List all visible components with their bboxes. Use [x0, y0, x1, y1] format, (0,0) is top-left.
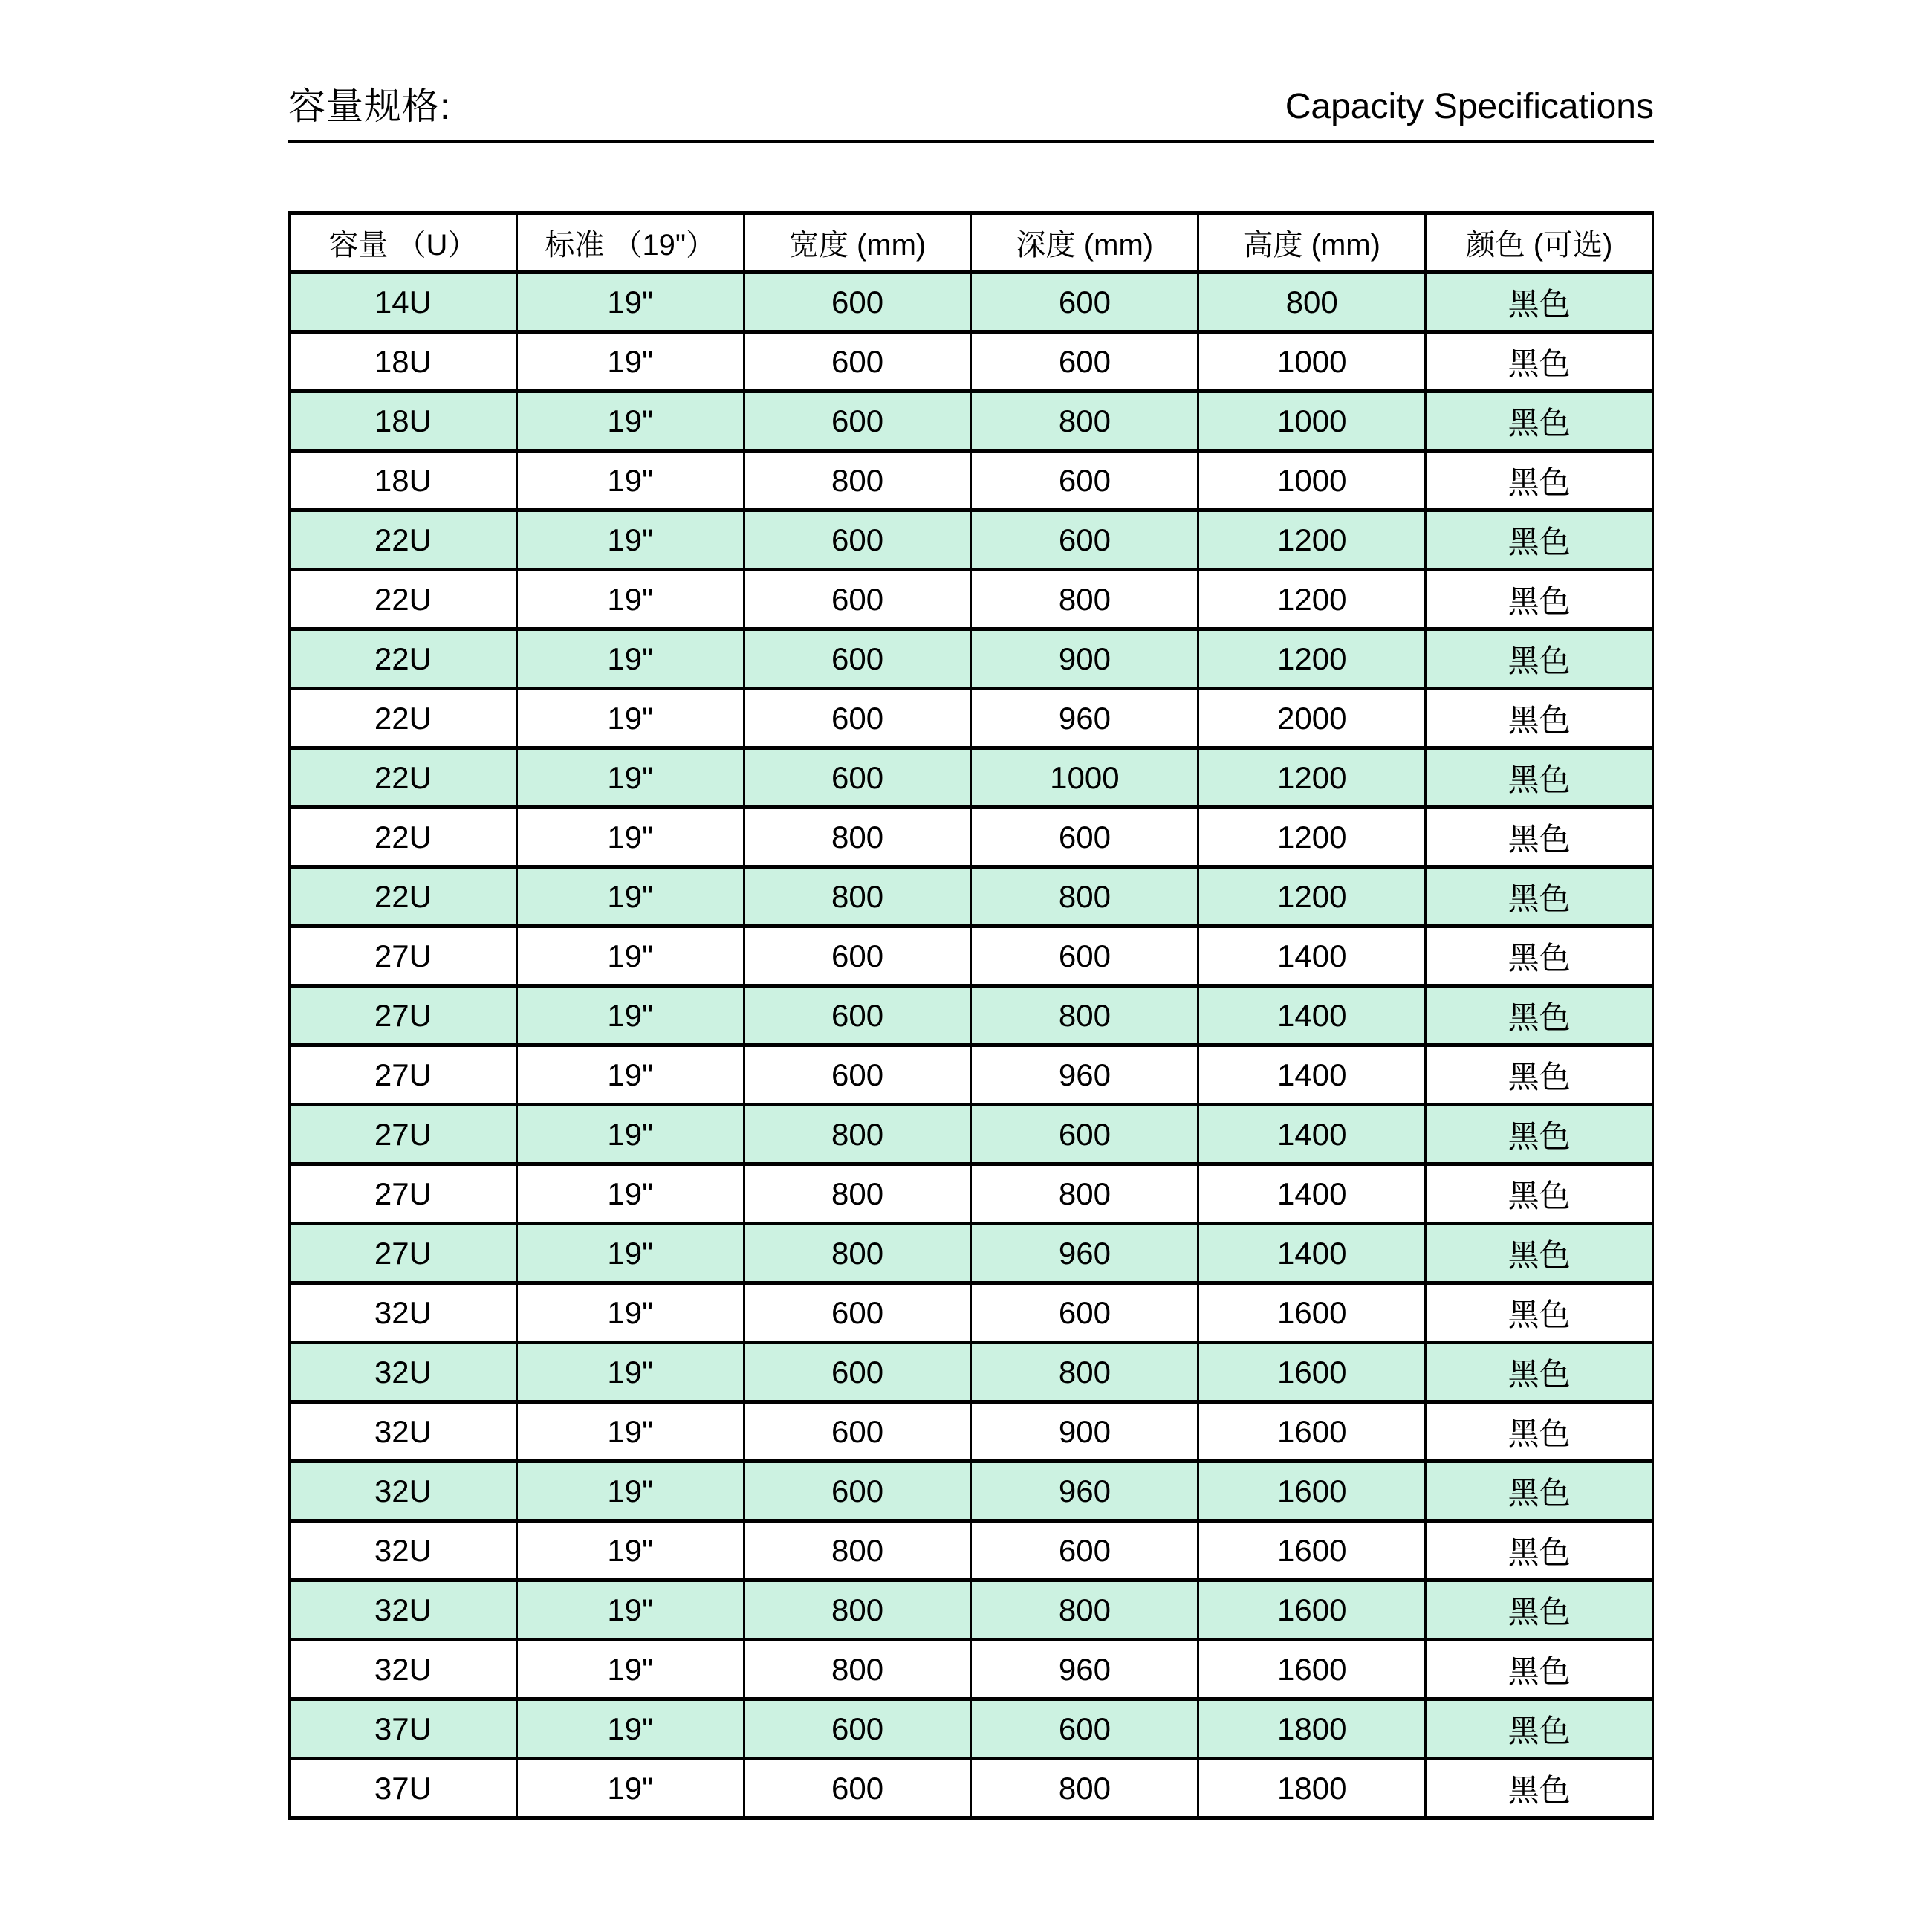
table-row	[290, 927, 1653, 986]
cell-depth: 600	[971, 510, 1198, 570]
cell-standard: 19"	[516, 1759, 744, 1818]
cell-depth: 800	[971, 867, 1198, 927]
table-row	[290, 1283, 1653, 1343]
table-row	[290, 1462, 1653, 1521]
cell-width: 600	[744, 510, 971, 570]
cell-color: 黑色	[1426, 392, 1653, 451]
cell-capacity: 32U	[290, 1402, 517, 1462]
cell-height: 2000	[1198, 689, 1426, 748]
cell-width: 800	[744, 1164, 971, 1224]
cell-depth: 960	[971, 689, 1198, 748]
cell-depth: 800	[971, 1759, 1198, 1818]
cell-standard: 19"	[516, 1105, 744, 1164]
cell-capacity: 27U	[290, 1224, 517, 1283]
cell-color: 黑色	[1426, 1699, 1653, 1759]
cell-width: 600	[744, 273, 971, 332]
cell-width: 600	[744, 1699, 971, 1759]
header-height: 高度 (mm)	[1198, 213, 1426, 273]
cell-color: 黑色	[1426, 1046, 1653, 1105]
capacity-spec-table	[288, 211, 1654, 1820]
header-depth: 深度 (mm)	[971, 213, 1198, 273]
cell-height: 1200	[1198, 748, 1426, 808]
cell-standard: 19"	[516, 1521, 744, 1581]
cell-standard: 19"	[516, 689, 744, 748]
table-row	[290, 1105, 1653, 1164]
cell-standard: 19"	[516, 1283, 744, 1343]
cell-capacity: 22U	[290, 570, 517, 629]
cell-color: 黑色	[1426, 1343, 1653, 1402]
cell-capacity: 22U	[290, 867, 517, 927]
header-color: 颜色 (可选)	[1426, 213, 1653, 273]
cell-color: 黑色	[1426, 1402, 1653, 1462]
cell-height: 800	[1198, 273, 1426, 332]
cell-color: 黑色	[1426, 1164, 1653, 1224]
cell-width: 800	[744, 1105, 971, 1164]
cell-height: 1200	[1198, 867, 1426, 927]
cell-width: 600	[744, 629, 971, 689]
cell-width: 800	[744, 451, 971, 510]
page-title-chinese: 容量规格:	[288, 85, 451, 127]
header-row	[290, 213, 1653, 273]
cell-standard: 19"	[516, 808, 744, 867]
cell-depth: 960	[971, 1640, 1198, 1699]
cell-height: 1400	[1198, 927, 1426, 986]
cell-height: 1600	[1198, 1581, 1426, 1640]
cell-standard: 19"	[516, 451, 744, 510]
cell-capacity: 22U	[290, 748, 517, 808]
cell-color: 黑色	[1426, 1640, 1653, 1699]
cell-standard: 19"	[516, 748, 744, 808]
table-row	[290, 867, 1653, 927]
cell-width: 800	[744, 867, 971, 927]
cell-color: 黑色	[1426, 808, 1653, 867]
cell-color: 黑色	[1426, 570, 1653, 629]
table-row	[290, 1581, 1653, 1640]
cell-height: 1600	[1198, 1462, 1426, 1521]
cell-color: 黑色	[1426, 1224, 1653, 1283]
cell-width: 600	[744, 927, 971, 986]
cell-standard: 19"	[516, 1046, 744, 1105]
cell-capacity: 37U	[290, 1699, 517, 1759]
cell-depth: 900	[971, 1402, 1198, 1462]
cell-width: 600	[744, 689, 971, 748]
table-row	[290, 392, 1653, 451]
cell-depth: 600	[971, 927, 1198, 986]
table-row	[290, 510, 1653, 570]
cell-standard: 19"	[516, 1699, 744, 1759]
table-row	[290, 1164, 1653, 1224]
cell-width: 600	[744, 392, 971, 451]
cell-standard: 19"	[516, 1640, 744, 1699]
cell-standard: 19"	[516, 1581, 744, 1640]
table-row	[290, 1046, 1653, 1105]
table-row	[290, 808, 1653, 867]
cell-capacity: 27U	[290, 986, 517, 1046]
table-row	[290, 986, 1653, 1046]
table-row	[290, 1402, 1653, 1462]
cell-width: 800	[744, 808, 971, 867]
cell-width: 600	[744, 1343, 971, 1402]
cell-capacity: 22U	[290, 808, 517, 867]
cell-height: 1600	[1198, 1343, 1426, 1402]
cell-height: 1200	[1198, 570, 1426, 629]
table-row	[290, 1699, 1653, 1759]
cell-depth: 600	[971, 1699, 1198, 1759]
cell-capacity: 32U	[290, 1462, 517, 1521]
cell-depth: 800	[971, 570, 1198, 629]
cell-width: 600	[744, 1759, 971, 1818]
cell-color: 黑色	[1426, 927, 1653, 986]
cell-capacity: 18U	[290, 332, 517, 392]
cell-standard: 19"	[516, 1462, 744, 1521]
cell-width: 600	[744, 570, 971, 629]
cell-capacity: 27U	[290, 1105, 517, 1164]
table-row	[290, 1343, 1653, 1402]
cell-standard: 19"	[516, 1402, 744, 1462]
cell-width: 600	[744, 748, 971, 808]
cell-depth: 960	[971, 1462, 1198, 1521]
cell-width: 800	[744, 1640, 971, 1699]
table-row	[290, 451, 1653, 510]
cell-capacity: 18U	[290, 392, 517, 451]
cell-standard: 19"	[516, 332, 744, 392]
table-row	[290, 1224, 1653, 1283]
page-title-english: Capacity Specifications	[1285, 87, 1654, 126]
cell-color: 黑色	[1426, 629, 1653, 689]
cell-width: 600	[744, 986, 971, 1046]
cell-depth: 800	[971, 1581, 1198, 1640]
cell-depth: 600	[971, 332, 1198, 392]
cell-height: 1800	[1198, 1759, 1426, 1818]
cell-height: 1400	[1198, 1224, 1426, 1283]
cell-color: 黑色	[1426, 1283, 1653, 1343]
cell-depth: 600	[971, 1283, 1198, 1343]
cell-color: 黑色	[1426, 1581, 1653, 1640]
table-row	[290, 689, 1653, 748]
cell-color: 黑色	[1426, 867, 1653, 927]
cell-width: 800	[744, 1224, 971, 1283]
cell-height: 1600	[1198, 1402, 1426, 1462]
cell-color: 黑色	[1426, 748, 1653, 808]
cell-depth: 600	[971, 1521, 1198, 1581]
cell-color: 黑色	[1426, 510, 1653, 570]
cell-depth: 960	[971, 1046, 1198, 1105]
content-area	[288, 0, 1654, 1820]
header-width: 宽度 (mm)	[744, 213, 971, 273]
cell-height: 1400	[1198, 1046, 1426, 1105]
cell-standard: 19"	[516, 1224, 744, 1283]
cell-height: 1200	[1198, 808, 1426, 867]
cell-width: 600	[744, 1046, 971, 1105]
cell-standard: 19"	[516, 629, 744, 689]
cell-standard: 19"	[516, 1164, 744, 1224]
cell-color: 黑色	[1426, 689, 1653, 748]
cell-capacity: 27U	[290, 1046, 517, 1105]
table-row	[290, 273, 1653, 332]
table-head	[290, 213, 1653, 273]
cell-standard: 19"	[516, 510, 744, 570]
cell-width: 800	[744, 1521, 971, 1581]
table-row	[290, 748, 1653, 808]
table-row	[290, 332, 1653, 392]
cell-standard: 19"	[516, 392, 744, 451]
cell-color: 黑色	[1426, 1521, 1653, 1581]
cell-height: 1600	[1198, 1283, 1426, 1343]
cell-width: 800	[744, 1581, 971, 1640]
cell-standard: 19"	[516, 986, 744, 1046]
cell-depth: 800	[971, 392, 1198, 451]
cell-width: 600	[744, 332, 971, 392]
cell-width: 600	[744, 1283, 971, 1343]
cell-capacity: 37U	[290, 1759, 517, 1818]
cell-height: 1600	[1198, 1521, 1426, 1581]
cell-height: 1200	[1198, 510, 1426, 570]
cell-height: 1000	[1198, 392, 1426, 451]
cell-height: 1400	[1198, 986, 1426, 1046]
cell-height: 1400	[1198, 1164, 1426, 1224]
cell-capacity: 14U	[290, 273, 517, 332]
cell-height: 1600	[1198, 1640, 1426, 1699]
cell-height: 1400	[1198, 1105, 1426, 1164]
cell-color: 黑色	[1426, 1462, 1653, 1521]
cell-capacity: 22U	[290, 689, 517, 748]
cell-height: 1200	[1198, 629, 1426, 689]
cell-capacity: 32U	[290, 1521, 517, 1581]
cell-depth: 960	[971, 1224, 1198, 1283]
table-row	[290, 629, 1653, 689]
table-body	[290, 273, 1653, 1818]
cell-width: 600	[744, 1462, 971, 1521]
cell-color: 黑色	[1426, 451, 1653, 510]
cell-height: 1000	[1198, 451, 1426, 510]
cell-depth: 1000	[971, 748, 1198, 808]
cell-standard: 19"	[516, 273, 744, 332]
cell-capacity: 32U	[290, 1581, 517, 1640]
cell-capacity: 27U	[290, 1164, 517, 1224]
table-row	[290, 570, 1653, 629]
cell-standard: 19"	[516, 927, 744, 986]
cell-color: 黑色	[1426, 986, 1653, 1046]
cell-standard: 19"	[516, 570, 744, 629]
cell-color: 黑色	[1426, 332, 1653, 392]
cell-depth: 800	[971, 986, 1198, 1046]
header-capacity: 容量 （U）	[290, 213, 517, 273]
cell-depth: 800	[971, 1343, 1198, 1402]
cell-capacity: 27U	[290, 927, 517, 986]
cell-capacity: 18U	[290, 451, 517, 510]
cell-color: 黑色	[1426, 1759, 1653, 1818]
cell-width: 600	[744, 1402, 971, 1462]
table-row	[290, 1521, 1653, 1581]
cell-depth: 600	[971, 451, 1198, 510]
cell-depth: 600	[971, 808, 1198, 867]
cell-depth: 900	[971, 629, 1198, 689]
cell-depth: 800	[971, 1164, 1198, 1224]
header-standard: 标准 （19"）	[516, 213, 744, 273]
cell-capacity: 22U	[290, 629, 517, 689]
cell-height: 1800	[1198, 1699, 1426, 1759]
table-row	[290, 1640, 1653, 1699]
cell-capacity: 22U	[290, 510, 517, 570]
table-row	[290, 1759, 1653, 1818]
cell-height: 1000	[1198, 332, 1426, 392]
cell-color: 黑色	[1426, 273, 1653, 332]
cell-capacity: 32U	[290, 1343, 517, 1402]
cell-color: 黑色	[1426, 1105, 1653, 1164]
page-header	[288, 0, 1654, 143]
cell-depth: 600	[971, 273, 1198, 332]
cell-standard: 19"	[516, 867, 744, 927]
cell-capacity: 32U	[290, 1283, 517, 1343]
cell-standard: 19"	[516, 1343, 744, 1402]
cell-capacity: 32U	[290, 1640, 517, 1699]
cell-depth: 600	[971, 1105, 1198, 1164]
